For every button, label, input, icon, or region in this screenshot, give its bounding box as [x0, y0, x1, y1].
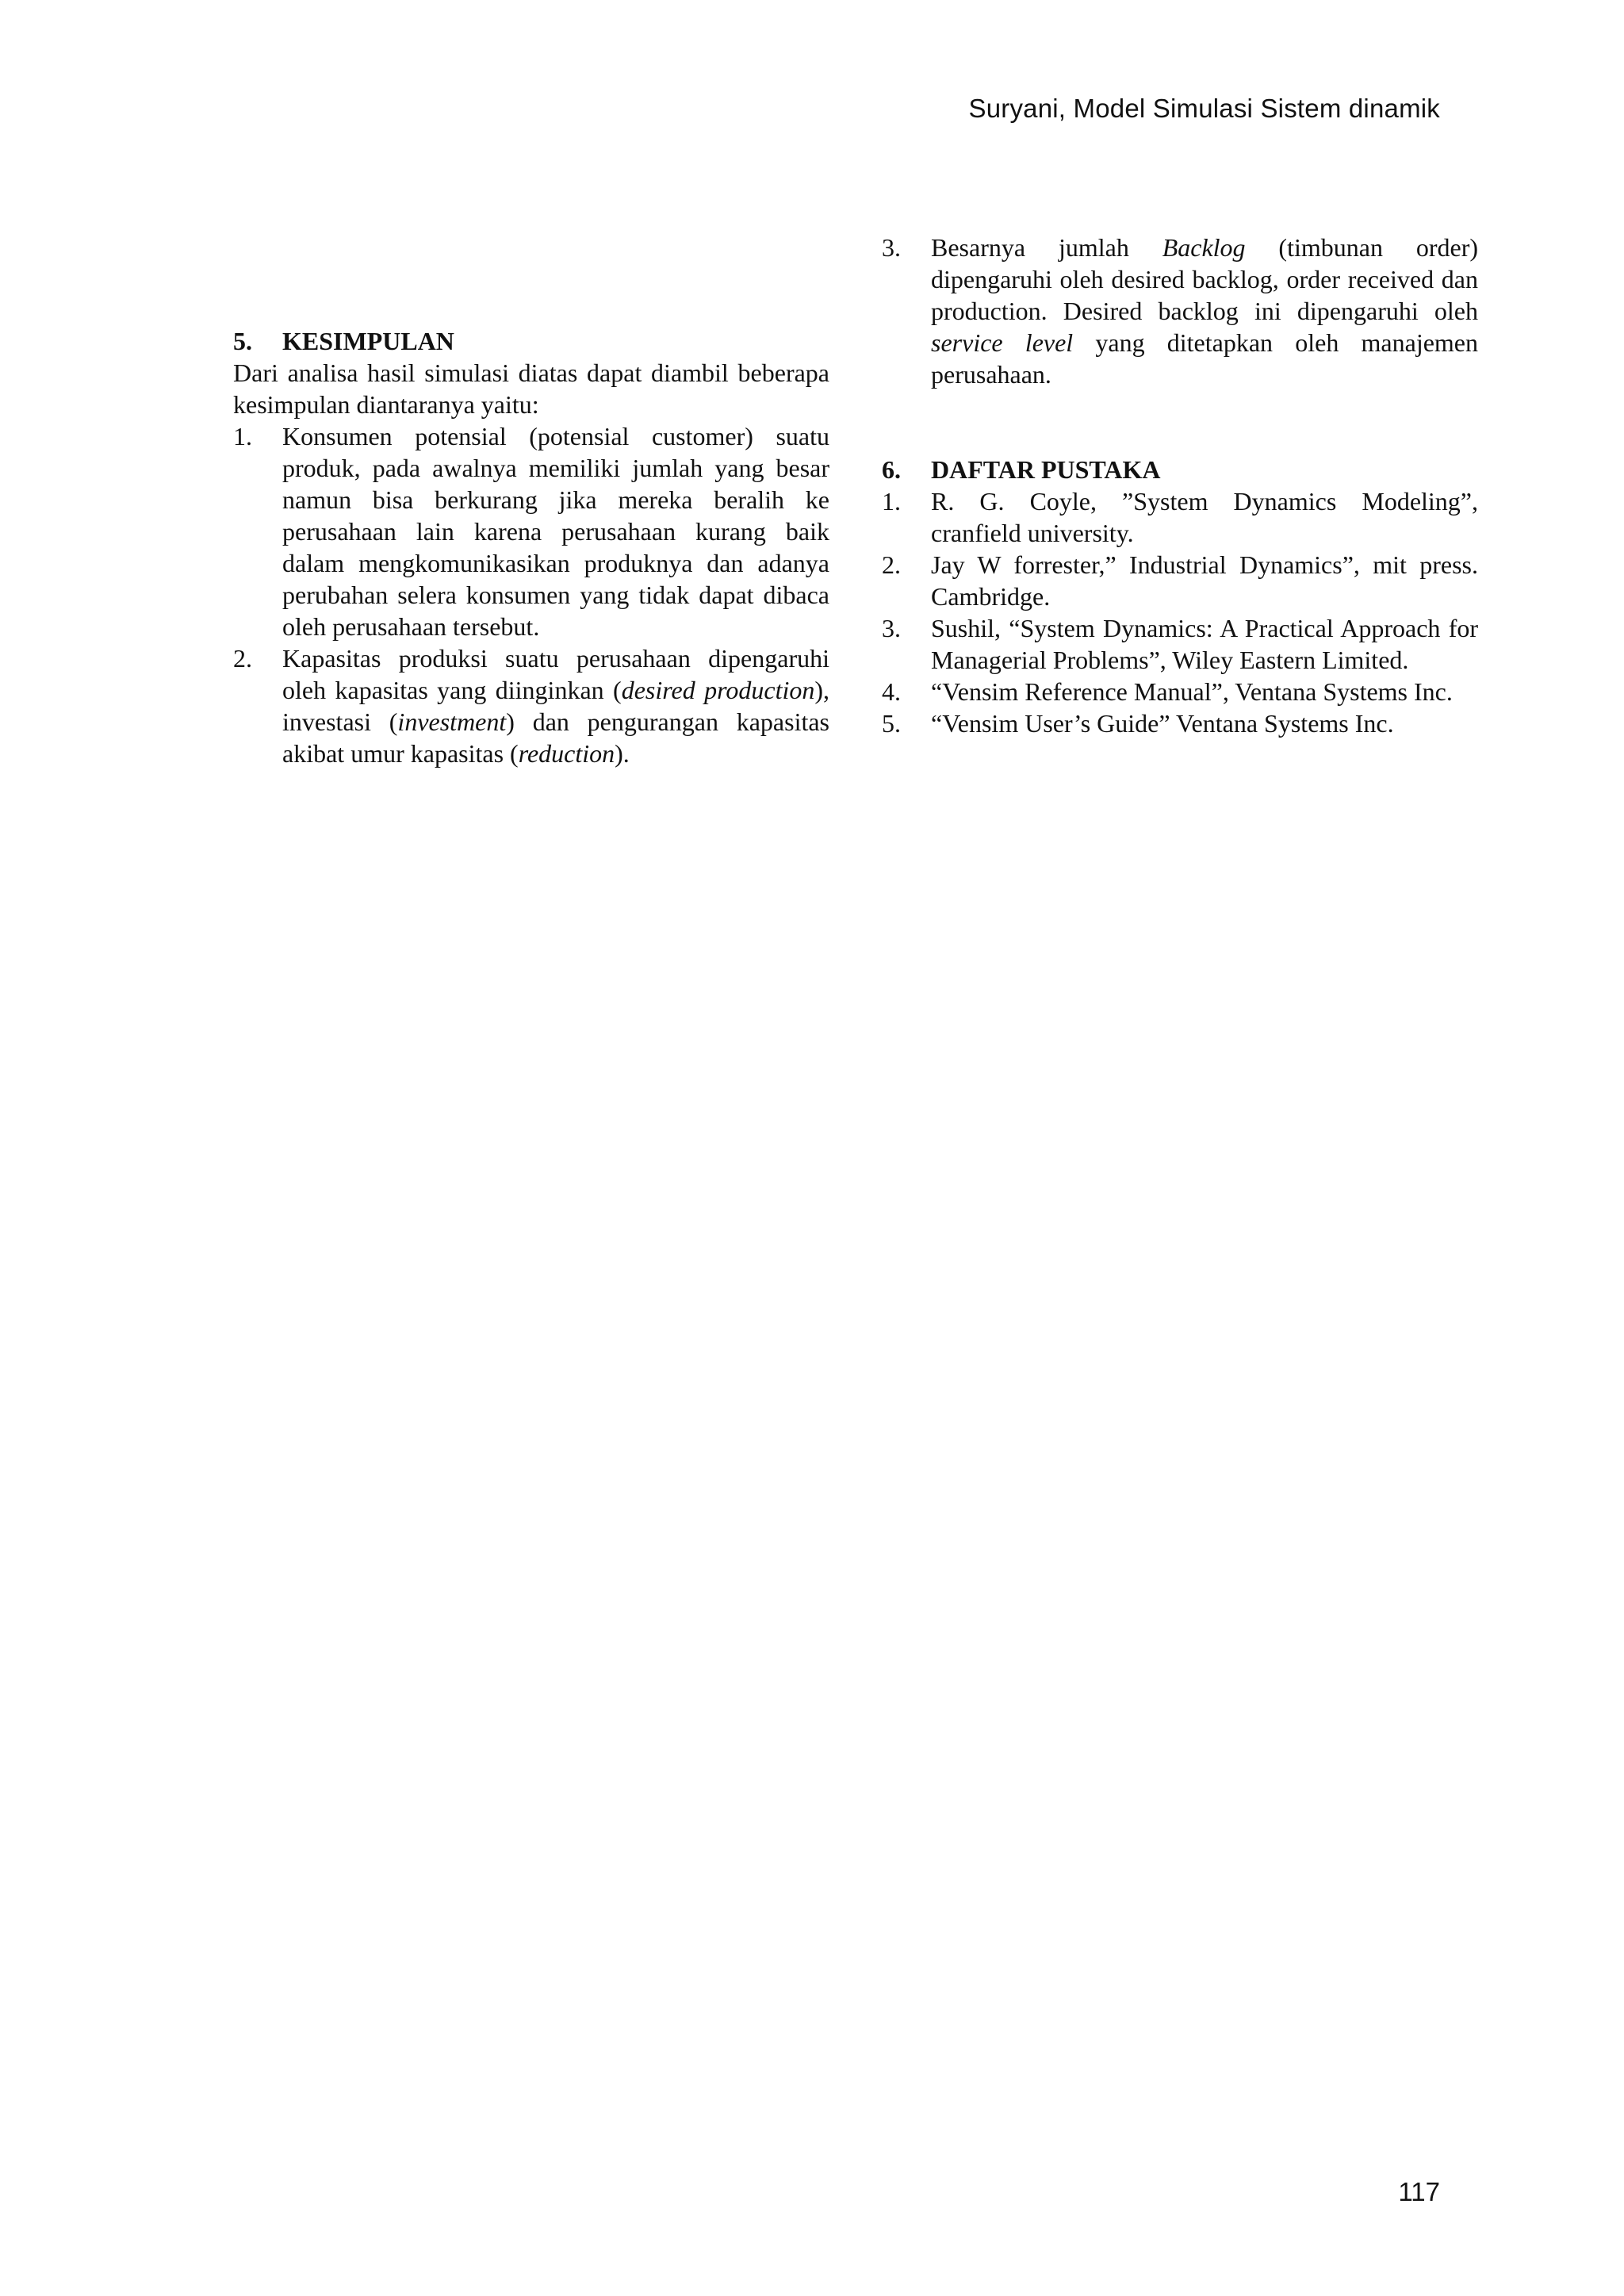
section-heading-conclusion: [233, 325, 829, 357]
list-item-number: 2.: [233, 644, 252, 673]
list-item: [233, 420, 829, 642]
italic-term: reduction: [518, 739, 615, 768]
section-heading-references: [882, 454, 1478, 485]
page-number: 117: [1398, 2177, 1440, 2206]
list-item-number: 1.: [233, 422, 252, 450]
reference-number: 4.: [882, 677, 901, 706]
reference-text: Sushil, “System Dynamics: A Practical Approach for Managerial Problems”, Wiley Eastern Limited.: [931, 614, 1478, 674]
italic-term: desired production: [621, 676, 815, 704]
left-column: [233, 325, 829, 769]
reference-number: 1.: [882, 487, 901, 516]
reference-item: [882, 676, 1478, 707]
section-number: 6.: [882, 455, 901, 484]
reference-item: [882, 485, 1478, 549]
section-title: DAFTAR PUSTAKA: [931, 455, 1161, 484]
reference-number: 3.: [882, 614, 901, 642]
reference-item: [882, 549, 1478, 612]
list-item: [882, 232, 1478, 390]
section-number: 5.: [233, 327, 252, 355]
list-item: [233, 642, 829, 769]
reference-item: [882, 612, 1478, 676]
list-item-number: 3.: [882, 233, 901, 262]
conclusion-list: [233, 420, 829, 769]
section-title: KESIMPULAN: [282, 327, 454, 355]
reference-number: 5.: [882, 709, 901, 738]
list-item-text: Kapasitas produksi suatu perusahaan dipengaruhi oleh kapasitas yang diinginkan (desired production), investasi (investment) dan pengurangan kapasitas akibat umur kapasitas (reduction).: [282, 644, 830, 768]
reference-list: [882, 485, 1478, 739]
section-spacer: [882, 390, 1478, 454]
list-item-text: Besarnya jumlah Backlog (timbunan order) dipengaruhi oleh desired backlog, order received dan production. Desired backlog ini dipengaruhi oleh service level yang ditetapkan oleh manajemen perusahaan.: [931, 233, 1479, 389]
running-header: Suryani, Model Simulasi Sistem dinamik: [968, 94, 1440, 123]
reference-item: [882, 707, 1478, 739]
reference-number: 2.: [882, 550, 901, 579]
italic-term: investment: [397, 707, 507, 736]
conclusion-list-continued: [882, 232, 1478, 390]
reference-text: “Vensim User’s Guide” Ventana Systems Inc.: [931, 709, 1394, 738]
list-item-text: Konsumen potensial (potensial customer) suatu produk, pada awalnya memiliki jumlah yang besar namun bisa berkurang jika mereka beralih ke perusahaan lain karena perusahaan kurang baik dalam mengkomunikasikan produknya dan adanya perubahan selera konsumen yang tidak dapat dibaca oleh perusahaan tersebut.: [282, 422, 829, 641]
reference-text: Jay W forrester,” Industrial Dynamics”, mit press. Cambridge.: [931, 550, 1478, 611]
italic-term: service level: [931, 328, 1074, 357]
reference-text: R. G. Coyle, ”System Dynamics Modeling”, cranfield university.: [931, 487, 1478, 547]
reference-text: “Vensim Reference Manual”, Ventana Systems Inc.: [931, 677, 1453, 706]
conclusion-intro: Dari analisa hasil simulasi diatas dapat diambil beberapa kesimpulan diantaranya yaitu:: [233, 358, 829, 419]
right-column: [882, 232, 1478, 739]
italic-term: Backlog: [1162, 233, 1246, 262]
